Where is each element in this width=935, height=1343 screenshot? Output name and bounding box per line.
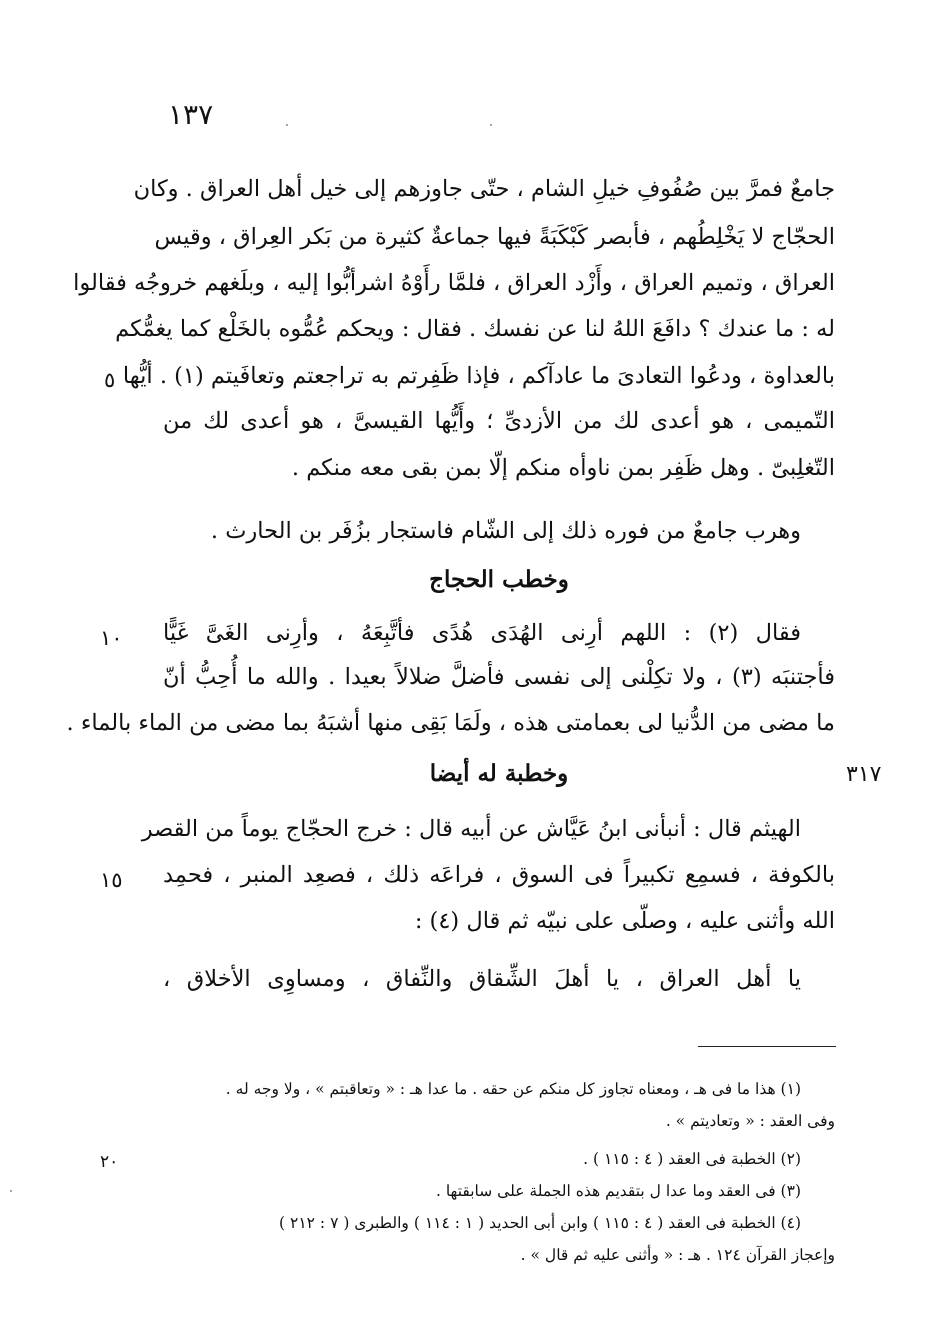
body-line: بالعداوة ، ودعُوا التعادىَ ما عادآكم ، فإذا ظَفِرتم به تراجعتم وتعافَيتم (١) . أيُّها xyxy=(122,363,835,389)
scan-speck xyxy=(286,124,288,126)
line-number-5: ٥ xyxy=(104,368,116,392)
body-line: له : ما عندك ؟ دافَعَ اللهُ لنا عن نفسك . فقال : ويحكم عُمُّوه بالخَلْع كما يغمُّكم xyxy=(115,316,835,342)
scan-speck xyxy=(490,124,492,126)
footnote-line: وإعجاز القرآن ١٢٤ . هـ : « وأثنى عليه ثم قال » . xyxy=(520,1246,835,1264)
body-line: فأجتنبَه (٣) ، ولا تكِلْنى إلى نفسى فأضلَّ ضلالاً بعيدا . والله ما أُحِبُّ أنّ xyxy=(163,664,835,690)
body-line: التّميمى ، هو أعدى لك من الأزدىِّ ؛ وأَيُّها القيسىَّ ، هو أعدى لك من xyxy=(163,408,835,434)
line-number-15: ١٥ xyxy=(100,868,123,892)
body-line: وهرب جامعٌ من فوره ذلك إلى الشّام فاستجار بزُفَر بن الحارث . xyxy=(210,518,801,544)
original-page-number: ٣١٧ xyxy=(846,762,882,787)
footnote-line: وفى العقد : « وتعاديتم » . xyxy=(665,1112,835,1130)
page-number: ١٣٧ xyxy=(168,98,214,131)
section-heading: وخطب الحجاج xyxy=(429,566,569,593)
body-line: ما مضى من الدُّنيا لى بعمامتى هذه ، ولَمَا بَقِى منها أشبَهُ بما مضى من الماء بالماء . xyxy=(66,710,835,736)
body-line: فقال (٢) : اللهم أرِنى الهُدَى هُدًى فأتَّبِعَهُ ، وأرِنى الغَىَّ غَيًّا xyxy=(163,620,801,646)
body-line: الهيثم قال : أنبأنى ابنُ عَيَّاش عن أبيه قال : خرج الحجّاج يوماً من القصر xyxy=(141,816,801,842)
body-line: الله وأثنى عليه ، وصلّى على نبيّه ثم قال (٤) : xyxy=(414,908,835,934)
footnote-line: (١) هذا ما فى هـ ، ومعناه تجاوز كل منكم عن حقه . ما عدا هـ : « وتعاقبتم » ، ولا وجه له . xyxy=(225,1080,801,1098)
line-number-10: ١٠ xyxy=(100,626,123,650)
body-line: جامعٌ فمرَّ بين صُفُوفِ خيلِ الشام ، حتّى جاوزهم إلى خيل أهل العراق . وكان xyxy=(133,176,835,202)
body-line: التّغلِبىّ . وهل ظَفِر بمن ناوأه منكم إلّا بمن بقى معه منكم . xyxy=(291,455,835,481)
footnote-separator xyxy=(698,1046,836,1047)
footnote-line: (٢) الخطبة فى العقد ( ٤ : ١١٥ ) . xyxy=(583,1150,801,1168)
scan-speck xyxy=(10,1190,12,1192)
body-line: يا أهل العراق ، يا أهلَ الشِّقاق والنِّفاق ، ومساوِى الأخلاق ، xyxy=(163,966,801,992)
body-line: العراق ، وتميم العراق ، وأَزْد العراق ، فلمَّا رأَوْهُ اشرأبُّوا إليه ، وبلَغهم خروجُه فقالوا xyxy=(73,270,835,296)
section-heading: وخطبة له أيضا xyxy=(429,760,569,787)
footnote-line: (٣) فى العقد وما عدا ل بتقديم هذه الجملة على سابقتها . xyxy=(435,1182,801,1200)
body-line: بالكوفة ، فسمِع تكبيراً فى السوق ، فراعَه ذلك ، فصعِد المنبر ، فحمِد xyxy=(163,862,835,888)
body-line: الحجّاج لا يَخْلِطُهم ، فأبصر كَبْكَبَةً فيها جماعةٌ كثيرة من بَكر العِراق ، وقيس xyxy=(154,224,835,250)
footnote-line: (٤) الخطبة فى العقد ( ٤ : ١١٥ ) وابن أبى الحديد ( ١ : ١١٤ ) والطبرى ( ٧ : ٢١٢ ) xyxy=(279,1214,801,1232)
line-number-20: ٢٠ xyxy=(100,1152,119,1172)
